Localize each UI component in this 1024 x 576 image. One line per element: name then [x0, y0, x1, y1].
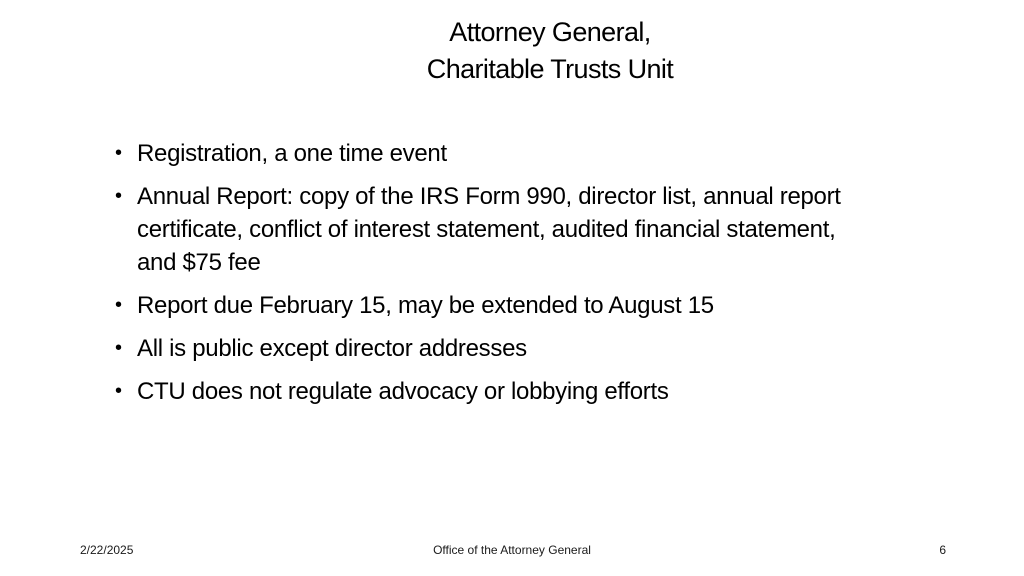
slide-title: [300, 14, 800, 88]
bullet-text: CTU does not regulate advocacy or lobbying efforts: [137, 378, 669, 405]
bullet-list: [115, 137, 875, 418]
bullet-item: [115, 289, 875, 322]
bullet-icon: •: [115, 142, 122, 164]
footer-center-text: Office of the Attorney General: [433, 543, 591, 557]
bullet-text: Registration, a one time event: [137, 140, 447, 167]
bullet-icon: •: [115, 380, 122, 402]
bullet-item: [115, 375, 875, 408]
bullet-item: [115, 332, 875, 365]
bullet-icon: •: [115, 185, 122, 207]
bullet-text: Report due February 15, may be extended to August 15: [137, 292, 714, 319]
bullet-text: All is public except director addresses: [137, 335, 527, 362]
bullet-item: [115, 180, 875, 279]
bullet-icon: •: [115, 294, 122, 316]
bullet-text: Annual Report: copy of the IRS Form 990, director list, annual report certificate, conflict of interest statement, audited financial statement, and $75 fee: [137, 183, 841, 276]
slide-title-line-2: Charitable Trusts Unit: [426, 54, 674, 84]
bullet-icon: •: [115, 337, 122, 359]
bullet-item: [115, 137, 875, 170]
slide-title-line-1: Attorney General,: [449, 17, 651, 47]
footer-date: 2/22/2025: [80, 543, 134, 557]
footer-page-number: 6: [939, 543, 946, 557]
